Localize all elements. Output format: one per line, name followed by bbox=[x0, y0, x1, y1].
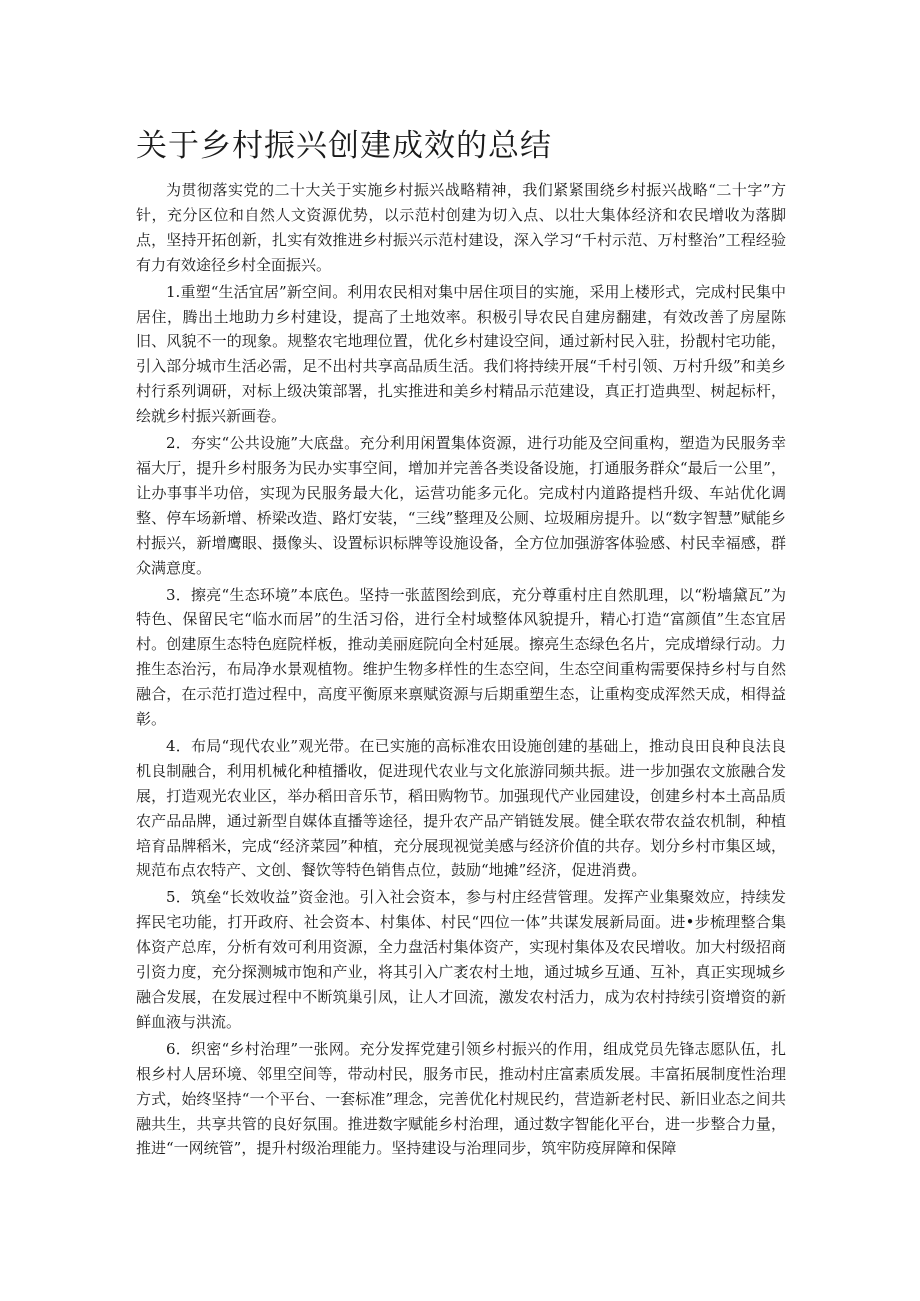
section-3-paragraph: 3．擦亮“生态环境”本底色。坚持一张蓝图绘到底，充分尊重村庄自然肌理，以“粉墙黛瓦”为特色、保留民宅“临水而居”的生活习俗，进行全村域整体风貌提升，精心打造“富颜值”生态宜居村。创建原生态特色庭院样板，推动美丽庭院向全村延展。擦亮生态绿色名片，完成增绿行动。力推生态治污，布局净水景观植物。维护生物多样性的生态空间，生态空间重构需要保持乡村与自然融合，在示范打造过程中，高度平衡原来禀赋资源与后期重塑生态，让重构变成浑然天成，相得益彰。 bbox=[136, 585, 786, 729]
document-title: 关于乡村振兴创建成效的总结 bbox=[136, 128, 552, 164]
section-4-paragraph: 4．布局“现代农业”观光带。在已实施的高标准农田设施创建的基础上，推动良田良种良法良机良制融合，利用机械化种植播收，促进现代农业与文化旅游同频共振。进一步加强农文旅融合发展，打造观光农业区，举办稻田音乐节，稻田购物节。加强现代产业园建设，创建乡村本土高品质农产品品牌，通过新型自媒体直播等途径，提升农产品产销链发展。健全联农带农益农机制，种植培育品牌稻米，完成“经济菜园”种植，充分展现视觉美感与经济价值的共存。划分乡村市集区域，规范布点农特产、文创、餐饮等特色销售点位，鼓励“地摊”经济，促进消费。 bbox=[136, 736, 786, 880]
intro-paragraph: 为贯彻落实党的二十大关于实施乡村振兴战略精神，我们紧紧围绕乡村振兴战略“二十字”方针，充分区位和自然人文资源优势，以示范村创建为切入点、以壮大集体经济和农民增收为落脚点，坚持开拓创新，扎实有效推进乡村振兴示范村建设，深入学习“千村示范、万村整治”工程经验有力有效途径乡村全面振兴。 bbox=[136, 181, 786, 274]
section-6-paragraph: 6．织密“乡村治理”一张网。充分发挥党建引领乡村振兴的作用，组成党员先锋志愿队伍，扎根乡村人居环境、邻里空间等，带动村民，服务市民，推动村庄富素质发展。丰富拓展制度性治理方式，始终坚持“一个平台、一套标准”理念，完善优化村规民约，营造新老村民、新旧业态之间共融共生，共享共管的良好氛围。推进数字赋能乡村治理，通过数字智能化平台，进一步整合力量，推进“一网统管”，提升村级治理能力。坚持建设与治理同步，筑牢防疫屏障和保障 bbox=[136, 1039, 786, 1158]
section-5-paragraph: 5．筑垒“长效收益”资金池。引入社会资本，参与村庄经营管理。发挥产业集聚效应，持续发挥民宅功能，打开政府、社会资本、村集体、村民“四位一体”共谋发展新局面。进•步梳理整合集体资产总库，分析有效可利用资源，全力盘活村集体资产，实现村集体及农民增收。加大村级招商引资力度，充分探测城市饱和产业，将其引入广袤农村土地，通过城乡互通、互补，真正实现城乡融合发展，在发展过程中不断筑巢引凤，让人才回流，激发农村活力，成为农村持续引资增资的新鲜血液与洪流。 bbox=[136, 888, 786, 1031]
section-2-paragraph: 2．夯实“公共设施”大底盘。充分利用闲置集体资源，进行功能及空间重构，塑造为民服务幸福大厅，提升乡村服务为民办实事空间，增加并完善各类设备设施，打通服务群众“最后一公里”，让办事事半功倍，实现为民服务最大化，运营功能多元化。完成村内道路提档升级、车站优化调整、停车场新增、桥梁改造、路灯安装，“三线”整理及公厕、垃圾厢房提升。以“数字智慧”赋能乡村振兴，新增鹰眼、摄像头、设置标识标牌等设施设备，全方位加强游客体验感、村民幸福感，群众满意度。 bbox=[136, 434, 786, 577]
document-body bbox=[136, 178, 786, 1163]
section-1-paragraph: 1.重塑“生活宜居”新空间。利用农民相对集中居住项目的实施，采用上楼形式，完成村民集中居住，腾出土地助力乡村建设，提高了土地效率。积极引导农民自建房翻建，有效改善了房屋陈旧、风貌不一的现象。规整农宅地理位置，优化乡村建设空间，通过新村民入驻，扮靓村宅功能，引入部分城市生活必需，足不出村共享高品质生活。我们将持续开展“千村引领、万村升级”和美乡村行系列调研，对标上级决策部署，扎实推进和美乡村精品示范建设，真正打造典型、树起标杆，绘就乡村振兴新画卷。 bbox=[136, 282, 786, 426]
